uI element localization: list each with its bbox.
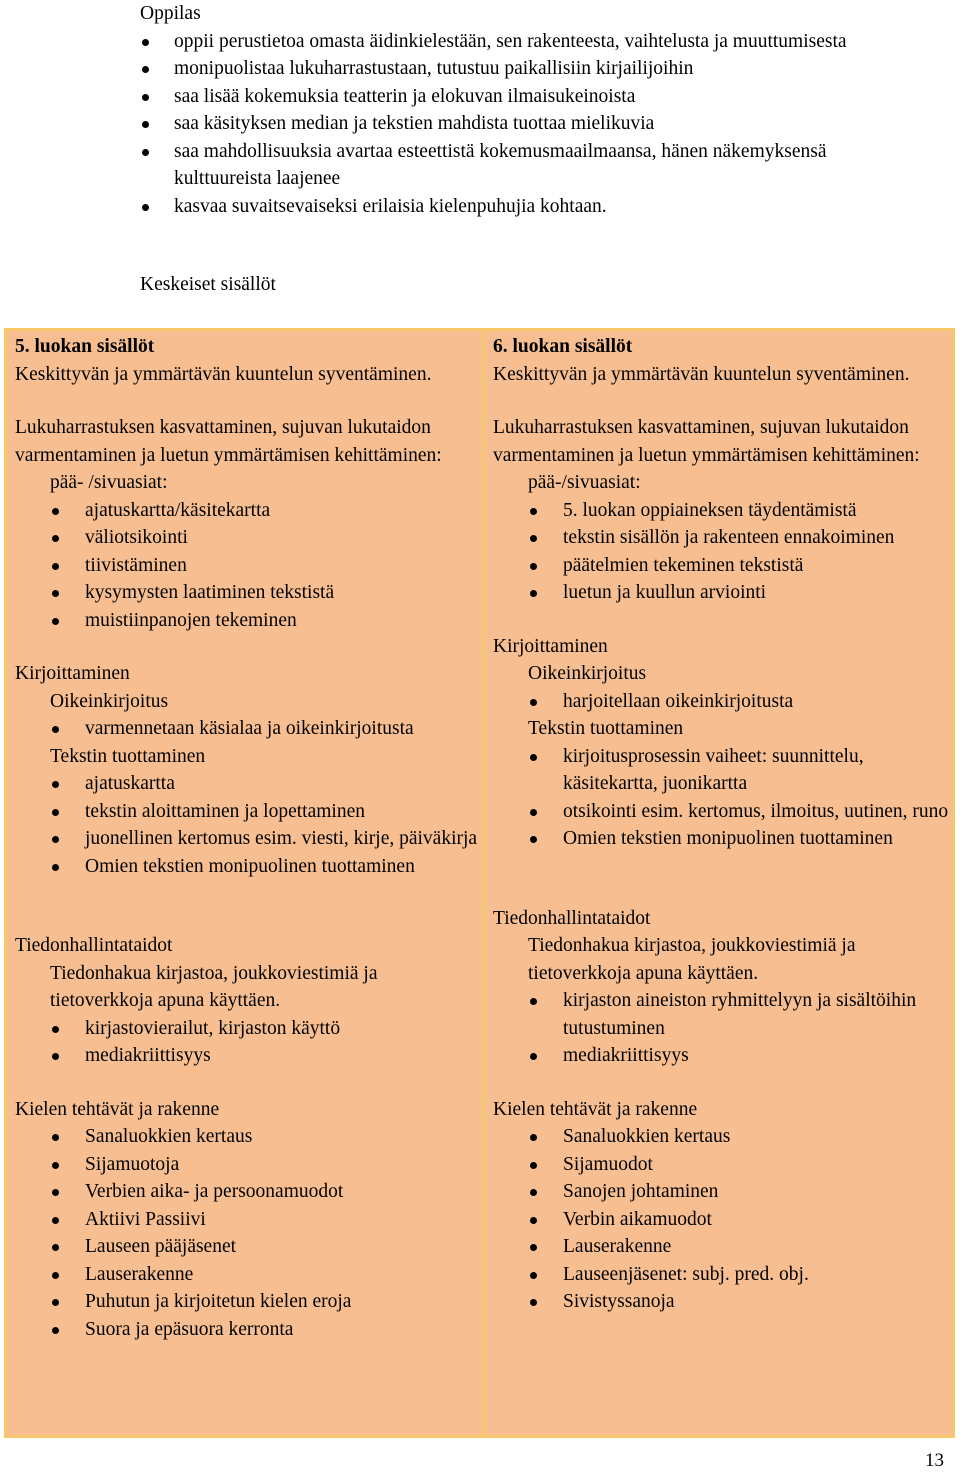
language-item xyxy=(50,1123,482,1151)
intro-item xyxy=(140,138,920,193)
column-title: 6. luokan sisällöt xyxy=(493,336,633,357)
reading-item-text: 5. luokan oppiaineksen täydentämistä xyxy=(563,499,857,521)
reading-item-text: kysymysten laatiminen tekstistä xyxy=(85,582,335,603)
reading-item-text: tiivistäminen xyxy=(85,554,187,576)
bullet-icon xyxy=(52,1299,59,1306)
language-item-text: Aktiivi Passiivi xyxy=(85,1208,206,1230)
language-item-text: Sivistyssanoja xyxy=(563,1291,675,1312)
language-item xyxy=(528,1123,952,1151)
reading-item-text: väliotsikointi xyxy=(85,527,188,548)
bullet-icon xyxy=(530,535,537,542)
bullet-icon xyxy=(142,39,149,46)
bullet-icon xyxy=(530,998,537,1005)
writing-heading: Kirjoittaminen xyxy=(493,635,608,657)
bullet-icon xyxy=(52,781,59,788)
spacer xyxy=(15,634,482,660)
reading-item xyxy=(528,579,952,607)
intro-item xyxy=(140,55,920,83)
bullet-icon xyxy=(142,149,149,156)
production-item-text: juonellinen kertomus esim. viesti, kirje, päiväkirja xyxy=(85,828,478,849)
spelling-item xyxy=(528,688,952,716)
production-item-text: Omien tekstien monipuolinen tuottaminen xyxy=(563,828,893,849)
production-item xyxy=(50,825,482,853)
writing-heading: Kirjoittaminen xyxy=(15,663,130,684)
language-list xyxy=(493,1123,952,1316)
reading-item xyxy=(50,579,482,607)
bullet-icon xyxy=(52,1134,59,1141)
language-item xyxy=(50,1288,482,1316)
reading-text: Lukuharrastuksen kasvattaminen, sujuvan lukutaidon varmentaminen ja luetun ymmärtämisen kehittäminen: xyxy=(493,417,920,466)
bullet-icon xyxy=(52,1217,59,1224)
bullet-icon xyxy=(530,508,537,515)
page-number: 13 xyxy=(925,1450,944,1471)
reading-item xyxy=(50,524,482,552)
bullet-icon xyxy=(530,563,537,570)
spelling-heading: Oikeinkirjoitus xyxy=(50,690,169,712)
bullet-icon xyxy=(52,1053,59,1060)
info-item-text: kirjastovierailut, kirjaston käyttö xyxy=(85,1017,341,1039)
bullet-icon xyxy=(52,1272,59,1279)
intro-item-text: saa käsityksen median ja tekstien mahdista tuottaa mielikuvia xyxy=(174,113,655,134)
reading-item xyxy=(50,497,482,525)
info-item xyxy=(50,1042,482,1070)
reading-item xyxy=(528,524,952,552)
bullet-icon xyxy=(142,204,149,211)
intro-item xyxy=(140,110,920,138)
production-item xyxy=(528,798,952,826)
intro-item-text: monipuolistaa lukuharrastustaan, tutustuu paikallisiin kirjailijoihin xyxy=(174,58,694,79)
language-item-text: Lauseen pääjäsenet xyxy=(85,1236,237,1257)
spacer xyxy=(493,607,952,633)
bullet-icon xyxy=(52,809,59,816)
bullet-icon xyxy=(530,1162,537,1169)
bullet-icon xyxy=(52,1026,59,1033)
grade5-column xyxy=(7,331,482,1435)
info-list xyxy=(493,987,952,1070)
info-heading: Tiedonhallintataidot xyxy=(15,935,173,956)
language-list xyxy=(15,1123,482,1343)
production-heading: Tekstin tuottaminen xyxy=(50,745,206,767)
language-item xyxy=(50,1151,482,1179)
bullet-icon xyxy=(530,754,537,761)
language-item-text: Sanaluokkien kertaus xyxy=(85,1126,253,1147)
bullet-icon xyxy=(52,618,59,625)
language-item-text: Verbin aikamuodot xyxy=(563,1208,712,1230)
language-item xyxy=(528,1288,952,1316)
info-item-text: mediakriittisyys xyxy=(563,1045,689,1066)
reading-item-text: tekstin sisällön ja rakenteen ennakoiminen xyxy=(563,527,895,548)
reading-subheading: pää- /sivuasiat: xyxy=(50,472,168,493)
bullet-icon xyxy=(52,535,59,542)
spelling-item-text: harjoitellaan oikeinkirjoitusta xyxy=(563,690,794,712)
info-list xyxy=(15,1015,482,1070)
language-item-text: Sanaluokkien kertaus xyxy=(563,1126,731,1147)
content-table xyxy=(4,328,955,1438)
reading-item xyxy=(528,552,952,580)
intro-list xyxy=(140,28,920,221)
bullet-icon xyxy=(530,1272,537,1279)
spacer xyxy=(493,388,952,414)
bullet-icon xyxy=(142,94,149,101)
production-item xyxy=(50,770,482,798)
language-item-text: Sanojen johtaminen xyxy=(563,1181,719,1202)
language-item xyxy=(528,1261,952,1289)
bullet-icon xyxy=(530,809,537,816)
language-item xyxy=(528,1206,952,1234)
spelling-item xyxy=(50,715,482,743)
spelling-list xyxy=(493,688,952,716)
language-heading: Kielen tehtävät ja rakenne xyxy=(493,1098,698,1120)
bullet-icon xyxy=(52,726,59,733)
spacer xyxy=(493,879,952,905)
bullet-icon xyxy=(142,121,149,128)
listening-text: Keskittyvän ja ymmärtävän kuuntelun syventäminen. xyxy=(493,363,910,385)
production-list xyxy=(15,770,482,880)
bullet-icon xyxy=(52,836,59,843)
language-item-text: Lauseenjäsenet: subj. pred. obj. xyxy=(563,1263,809,1285)
language-item-text: Verbien aika- ja persoonamuodot xyxy=(85,1181,344,1202)
info-item xyxy=(528,987,952,1042)
grade6-column xyxy=(485,331,952,1435)
language-item-text: Sijamuodot xyxy=(563,1153,653,1175)
language-item-text: Sijamuotoja xyxy=(85,1153,180,1175)
intro-item-text: kasvaa suvaitsevaiseksi erilaisia kielenpuhujia kohtaan. xyxy=(174,195,607,217)
language-item-text: Lauserakenne xyxy=(85,1263,194,1285)
bullet-icon xyxy=(530,699,537,706)
language-item xyxy=(50,1233,482,1261)
reading-item xyxy=(50,552,482,580)
info-item xyxy=(50,1015,482,1043)
language-item-text: Suora ja epäsuora kerronta xyxy=(85,1318,294,1340)
language-item xyxy=(50,1316,482,1344)
production-item xyxy=(50,798,482,826)
info-text: Tiedonhakua kirjastoa, joukkoviestimiä ja tietoverkkoja apuna käyttäen. xyxy=(50,962,378,1011)
language-item xyxy=(528,1233,952,1261)
bullet-icon xyxy=(142,66,149,73)
bullet-icon xyxy=(530,1134,537,1141)
intro-item xyxy=(140,28,920,56)
intro-heading: Oppilas xyxy=(140,3,201,24)
reading-item-text: ajatuskartta/käsitekartta xyxy=(85,499,271,521)
info-text: Tiedonhakua kirjastoa, joukkoviestimiä ja tietoverkkoja apuna käyttäen. xyxy=(528,935,856,984)
reading-item-text: päätelmien tekeminen tekstistä xyxy=(563,554,804,576)
production-item-text: tekstin aloittaminen ja lopettaminen xyxy=(85,800,365,822)
language-item xyxy=(50,1206,482,1234)
info-item-text: mediakriittisyys xyxy=(85,1045,211,1066)
bullet-icon xyxy=(52,1327,59,1334)
language-item xyxy=(50,1261,482,1289)
listening-text: Keskittyvän ja ymmärtävän kuuntelun syventäminen. xyxy=(15,363,432,385)
language-item-text: Puhutun ja kirjoitetun kielen eroja xyxy=(85,1291,352,1312)
bullet-icon xyxy=(530,1217,537,1224)
language-heading: Kielen tehtävät ja rakenne xyxy=(15,1098,220,1120)
production-item xyxy=(528,825,952,853)
spacer xyxy=(493,1070,952,1096)
spacer xyxy=(15,388,482,414)
reading-item xyxy=(50,607,482,635)
spelling-item-text: varmennetaan käsialaa ja oikeinkirjoitusta xyxy=(85,718,414,739)
intro-item-text: saa lisää kokemuksia teatterin ja elokuvan ilmaisukeinoista xyxy=(174,85,636,107)
production-item-text: otsikointi esim. kertomus, ilmoitus, uutinen, runo xyxy=(563,800,949,822)
language-item xyxy=(528,1151,952,1179)
production-list xyxy=(493,743,952,853)
bullet-icon xyxy=(530,1189,537,1196)
bullet-icon xyxy=(52,508,59,515)
bullet-icon xyxy=(52,590,59,597)
spelling-list xyxy=(15,715,482,743)
reading-item-text: muistiinpanojen tekeminen xyxy=(85,609,297,631)
reading-item-text: luetun ja kuullun arviointi xyxy=(563,582,767,603)
spacer xyxy=(15,906,482,932)
reading-subheading: pää-/sivuasiat: xyxy=(528,472,641,493)
section-title: Keskeiset sisällöt xyxy=(140,274,276,295)
language-item-text: Lauserakenne xyxy=(563,1236,672,1257)
intro-item-text: saa mahdollisuuksia avartaa esteettistä kokemusmaailmaansa, hänen näkemyksensä kulttuureista laajenee xyxy=(174,140,827,189)
language-item xyxy=(50,1178,482,1206)
info-heading: Tiedonhallintataidot xyxy=(493,907,651,929)
production-item-text: kirjoitusprosessin vaiheet: suunnittelu, käsitekartta, juonikartta xyxy=(563,745,864,794)
spacer xyxy=(15,880,482,906)
column-title: 5. luokan sisällöt xyxy=(15,336,155,357)
bullet-icon xyxy=(530,1244,537,1251)
production-item xyxy=(528,743,952,798)
reading-item xyxy=(528,497,952,525)
bullet-icon xyxy=(530,590,537,597)
intro-item xyxy=(140,83,920,111)
language-item xyxy=(528,1178,952,1206)
bullet-icon xyxy=(530,1299,537,1306)
intro-item-text: oppii perustietoa omasta äidinkielestään, sen rakenteesta, vaihtelusta ja muuttumisesta xyxy=(174,30,847,52)
reading-text: Lukuharrastuksen kasvattaminen, sujuvan lukutaidon varmentaminen ja luetun ymmärtämisen kehittäminen: xyxy=(15,417,442,466)
spelling-heading: Oikeinkirjoitus xyxy=(528,663,647,684)
bullet-icon xyxy=(530,836,537,843)
bullet-icon xyxy=(52,563,59,570)
bullet-icon xyxy=(52,864,59,871)
spacer xyxy=(15,1070,482,1096)
intro-item xyxy=(140,193,920,221)
production-item-text: ajatuskartta xyxy=(85,773,175,794)
production-heading: Tekstin tuottaminen xyxy=(528,718,684,739)
reading-list xyxy=(15,497,482,635)
intro-section xyxy=(140,0,920,220)
info-item-text: kirjaston aineiston ryhmittelyyn ja sisältöihin tutustuminen xyxy=(563,990,917,1039)
production-item-text: Omien tekstien monipuolinen tuottaminen xyxy=(85,855,415,877)
info-item xyxy=(528,1042,952,1070)
spacer xyxy=(493,853,952,879)
bullet-icon xyxy=(52,1162,59,1169)
bullet-icon xyxy=(52,1189,59,1196)
reading-list xyxy=(493,497,952,607)
bullet-icon xyxy=(52,1244,59,1251)
production-item xyxy=(50,853,482,881)
bullet-icon xyxy=(530,1053,537,1060)
